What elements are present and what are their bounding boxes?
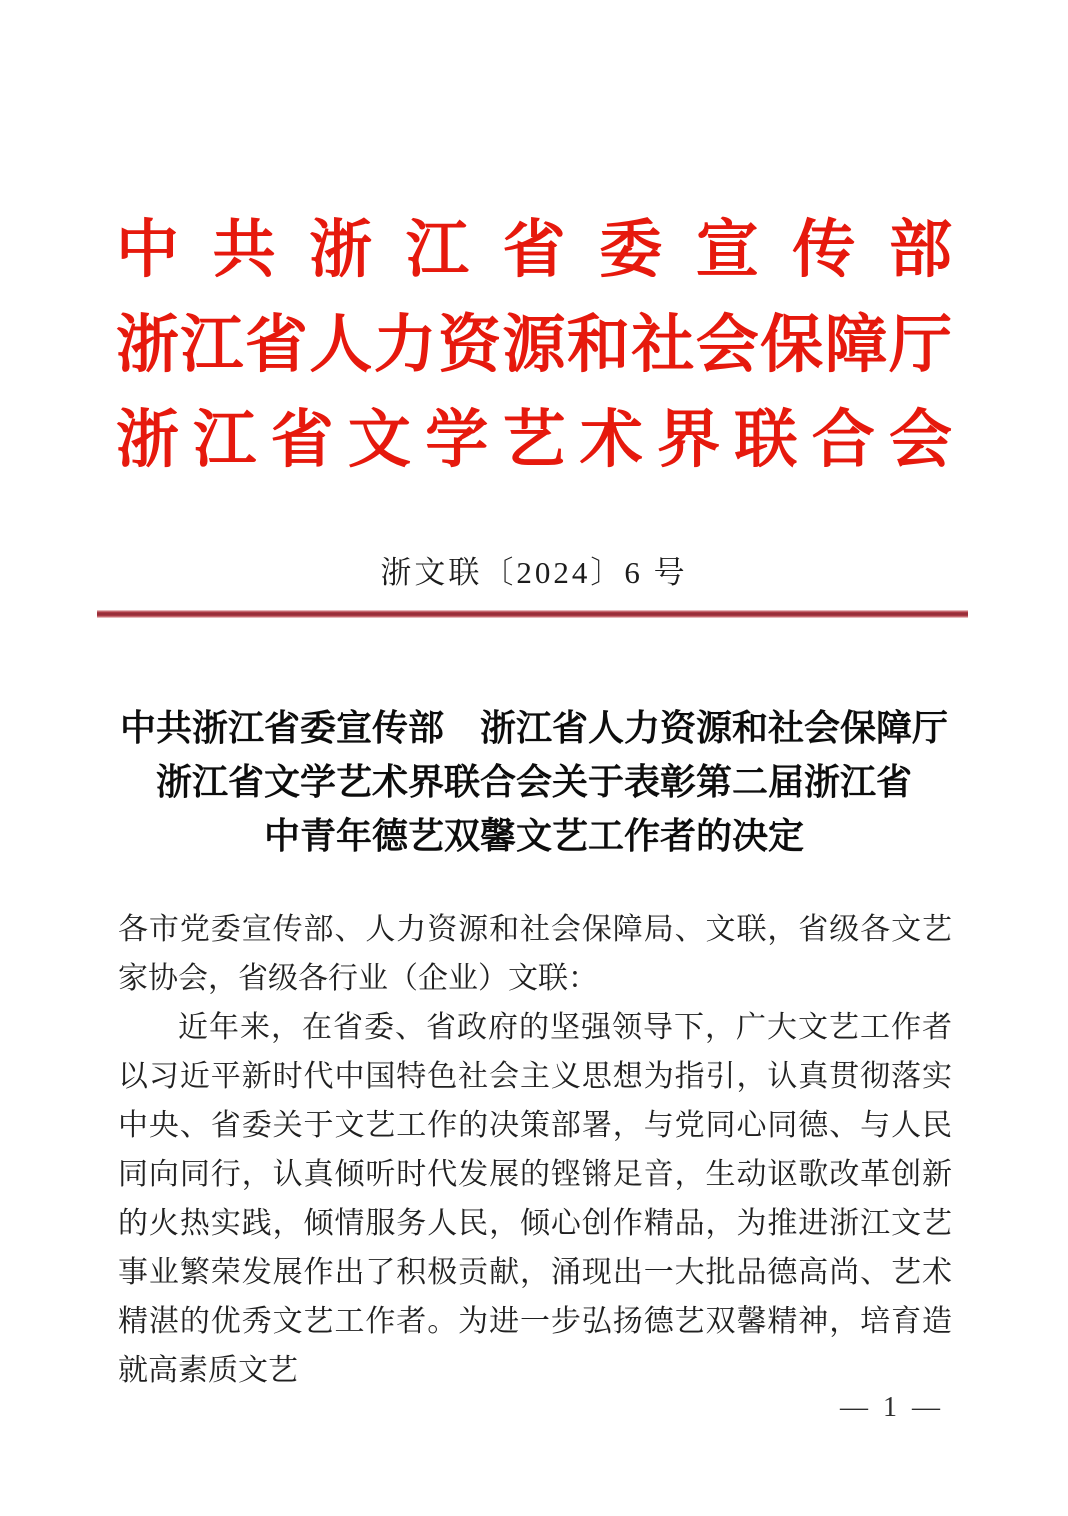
- document-title-line-3: 中青年德艺双馨文艺工作者的决定: [263, 816, 804, 856]
- document-body: [118, 905, 952, 1395]
- letterhead: [116, 203, 952, 488]
- document-number: 浙文联〔2024〕6 号: [380, 555, 688, 590]
- document-title-line-2: 浙江省文学艺术界联合会关于表彰第二届浙江省: [155, 762, 912, 802]
- letterhead-org-line-1: 中共浙江省委宣传部: [116, 215, 952, 285]
- red-separator-rule: [97, 610, 968, 618]
- document-title: [114, 701, 954, 863]
- letterhead-org-line-2: 浙江省人力资源和社会保障厅: [116, 310, 952, 380]
- salutation: 各市党委宣传部、人力资源和社会保障局、文联，省级各文艺家协会，省级各行业（企业）文联：: [118, 913, 952, 995]
- document-title-line-1: 中共浙江省委宣传部 浙江省人力资源和社会保障厅: [119, 708, 948, 748]
- page-number: — 1 —: [840, 1392, 944, 1423]
- letterhead-org-line-3: 浙江省文学艺术界联合会: [116, 405, 952, 475]
- body-paragraph: 近年来，在省委、省政府的坚强领导下，广大文艺工作者以习近平新时代中国特色社会主义思想为指引，认真贯彻落实中央、省委关于文艺工作的决策部署，与党同心同德、与人民同向同行，认真倾听时代发展的铿锵足音，生动讴歌改革创新的火热实践，倾情服务人民，倾心创作精品，为推进浙江文艺事业繁荣发展作出了积极贡献，涌现出一大批品德高尚、艺术精湛的优秀文艺工作者。为进一步弘扬德艺双馨精神，培育造就高素质文艺: [118, 1011, 952, 1387]
